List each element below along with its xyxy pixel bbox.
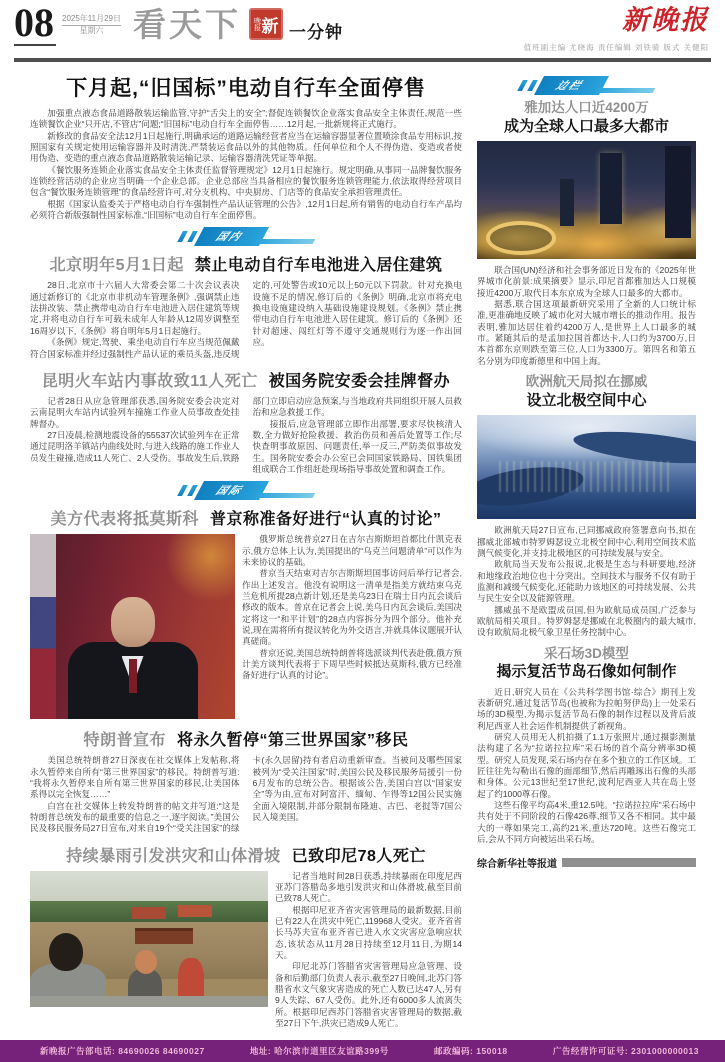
headline-kicker: 欧洲航天局拟在挪威 — [525, 374, 648, 390]
footer-license: 广告经营许可证号: 2301000000013 — [552, 1046, 699, 1056]
putin-headline — [30, 506, 462, 529]
newspaper-seal-icon — [249, 8, 283, 40]
paragraph: 记者当地时间28日获悉,持续暴雨在印度尼西亚苏门答腊岛多地引发洪灾和山体滑坡,截至目前已致78人死亡。 — [275, 870, 462, 904]
kunming-headline — [30, 368, 462, 391]
quarry-body — [477, 687, 696, 846]
paragraph: 近日,研究人员在《公共科学图书馆·综合》期刊上发表新研究,通过复活节岛(也被称为拉帕努伊岛)上一处采石场的3D模型,为揭示复活节岛石像的制作过程以及背后波利尼西亚人社会运作机制提供了新视角。 — [477, 686, 696, 731]
putin-body — [242, 534, 462, 719]
paragraph: 印尼北苏门答腊省灾害管理局应急管理、设备和后勤部门负责人表示,截至27日晚间,北苏门答腊省水文气象灾害造成的死亡人数已达47人,另有9人失踪、67人受伤。此外,还有6000多人流离失所。根据印尼西苏门答腊省灾害管理局的数据,截至27日下午,洪灾已造成9人死亡。 — [275, 961, 462, 1029]
paragraph: 《条例》规定,驾驶、乘坐电动自行车应当规范佩戴符合国家标准并经过强制性产品认证的乘员头盔,违反规定的,可处警告或10元以上50元以下罚款。针对充换电设施不足的情况,修订后的《条例》明确,北京市将充电换电设施建设纳入基础设施建设规划。《条例》禁止携带电动自行车电池进入居住建筑。修订后的《条例》还针对超速、闯红灯等不遵守交通规则行为逐一作出回应。 — [30, 280, 462, 359]
masthead-logo: 新晚报 — [622, 5, 709, 35]
photo-flag-shape — [30, 534, 56, 719]
headline-kicker: 北京明年5月1日起 — [49, 257, 184, 275]
quarry-article — [477, 645, 696, 846]
paragraph: 根据《国家认监委关于严格电动自行车强制性产品认证管理的公告》,12月1日起,所有销售的电动自行车产品均必须符合新版强制性国家标准,“旧国标”电动自行车全面停售。 — [30, 198, 462, 221]
page-number: 08 — [14, 0, 54, 45]
section-divider-sidebar — [477, 77, 696, 93]
indonesia-media-row — [30, 871, 462, 1030]
paragraph: 据悉,联合国这项最新研究采用了全新的人口统计标准,更准确地反映了城市化对大城市增长的推动作用。报告表明,雅加达居住着约4200万人,是世界上人口最多的城市。紧随其后的是孟加拉国首都达卡,人口约为3700万,日本首都东京则跌至第三位,人口为3300万。第四名和第五名分别为印度新德里和中国上海。 — [477, 299, 696, 366]
headline-main: 将永久暂停“第三世界国家”移民 — [176, 732, 409, 750]
photo-city-lights — [499, 461, 674, 492]
photo-treeline — [30, 901, 268, 923]
lead-body — [30, 108, 462, 221]
paragraph: 欧航局当天发布公报说,北极是生态与科研要地,经济和地缘政治地位也十分突出。空间技术与服务不仅有助于监测和减缓气候变化,还能助力该地区的可持续发展、公共与民生安全以及能源管理。 — [477, 559, 696, 604]
source-credit: 综合新华社等报道 — [477, 859, 557, 871]
page-number-block — [14, 0, 127, 46]
header-right — [524, 4, 709, 53]
headline-kicker: 雅加达人口近4200万 — [524, 100, 649, 115]
paragraph: 28日,北京市十六届人大常委会第二十次会议表决通过新修订的《北京市非机动车管理条例》,强调禁止违法拼改装、禁止携带电动自行车电池进入居住建筑等规定,并将电动自行车可载未成年人年龄从12周岁调整至16周岁以下,《条例》将自明年5月1日起施行。 — [30, 280, 240, 336]
indonesia-headline — [30, 843, 462, 866]
headline-kicker: 特朗普宣布 — [83, 732, 167, 750]
column-title: 一分钟 — [289, 23, 343, 42]
headline-main: 禁止电动自行车电池进入居住建筑 — [194, 257, 443, 275]
headline-main: 成为全球人口最多大都市 — [503, 117, 669, 135]
badge-tail — [254, 493, 315, 498]
beijing-article — [30, 252, 462, 359]
kunming-article — [30, 368, 462, 475]
esa-headline — [477, 373, 696, 410]
photo-debris — [135, 928, 193, 944]
weekday-text: 星期六 — [79, 26, 104, 36]
paragraph: 加强重点液态食品道路散装运输监管,守护“舌尖上的安全”;督促连锁餐饮企业落实食品安全主体责任,规范一些连锁餐饮企业“只开店,不管店”问题;“旧国标”电动自行车全面停售……12月起,一批新规将正式施行。 — [30, 108, 462, 130]
footer-bar — [0, 1040, 725, 1062]
badge-tail — [595, 88, 656, 93]
paragraph: 接报后,应急管理部立即作出部署,要求尽快核清人数,全力做好抢险救援、救治伤员和善后处置等工作;尽快查明事故原因、问题责任,举一反三,严防类似事故发生。国务院安委会办公室已会同国家铁路局、国铁集团组成联合工作组赶赴现场指导事故处置和调查工作。 — [252, 418, 462, 474]
headline-main: 已致印尼78人死亡 — [291, 847, 426, 865]
section-divider-international — [30, 482, 462, 498]
left-column — [30, 70, 462, 1040]
trump-article — [30, 727, 462, 834]
footer-postcode: 邮政编码: 150018 — [434, 1046, 508, 1056]
quarry-headline — [477, 645, 696, 682]
section-divider-domestic — [30, 228, 462, 244]
date-block — [62, 14, 121, 37]
lead-article — [30, 72, 462, 221]
paragraph: 普京还说,美国总统特朗普将选派谈判代表赴俄,俄方预计美方谈判代表将于下周早些时候抵达莫斯科,俄方已经准备好进行“认真的讨论”。 — [242, 647, 462, 681]
indonesia-body — [275, 871, 462, 1030]
paragraph: 27日凌晨,检测地震设备的55537次试验列车在正常通过昆明洛羊镇站内曲线处时,与进入线路的施工作业人员发生碰撞,造成11人死亡、2人受伤。事故发生后,铁路部门立即启动应急预案,与当地政府共同组织开展人员救治和应急救援工作。 — [30, 395, 462, 463]
photo-person-head — [49, 933, 83, 971]
headline-main: 揭示复活节岛石像如何制作 — [496, 663, 677, 681]
photo-sky — [30, 871, 268, 904]
headline-kicker: 昆明火车站内事故致11人死亡 — [41, 372, 258, 390]
page-header — [0, 0, 725, 58]
tromso-arctic-photo — [477, 415, 696, 519]
footer-phone: 新晚报广告部电话: 84690026 84690027 — [40, 1046, 205, 1056]
page-content — [0, 62, 725, 1040]
jakarta-night-photo — [477, 141, 696, 259]
paragraph: 根据印尼亚齐省灾害管理局的最新数据,目前已有22人在洪灾中死亡,119968人受灾。亚齐省省长马苏夫宣布亚齐省已进入水文灾害应急响应状态,该状态从11月28日持续至12月11日,为期14天。 — [275, 904, 462, 961]
paragraph: 研究人员用无人机拍摄了1.1万张照片,通过摄影测量法构建了名为“拉诺拉拉库”采石场的首个高分辨率3D模型。研究人员发现,采石场内存在多个独立的工作区域。工匠往往先勾勒出石像的面部细节,然后再雕琢出石像的头部和身体。公元13世纪至17世纪,波利尼西亚人共在岛上竖起了约1000尊石像。 — [477, 732, 696, 799]
lead-headline: 下月起,“旧国标”电动自行车全面停售 — [66, 77, 426, 100]
flood-photo — [30, 871, 268, 1007]
right-column — [477, 70, 696, 1040]
photo-figure-head — [111, 597, 155, 647]
putin-article — [30, 506, 462, 719]
esa-body — [477, 525, 696, 638]
sidebar-badge: 边栏 — [534, 76, 609, 95]
paragraph: 《餐饮服务连锁企业落实食品安全主体责任监督管理规定》12月1日起施行。规定明确,从事同一品牌餐饮服务连锁经营活动的企业应当明确一个企业总部。企业总部应当具备相应的餐饮服务连锁管理能力,依法取得经营项目包含“餐饮服务连锁管理”的食品经营许可,对分支机构、中央厨房、门店等的食品安全承担管理责任。 — [30, 164, 462, 198]
date-text: 2025年11月29日 — [62, 14, 121, 26]
photo-tower — [560, 179, 574, 226]
photo-houses — [178, 905, 212, 917]
jakarta-body — [477, 265, 696, 367]
photo-figure-tie — [129, 659, 137, 693]
putin-media-row — [30, 534, 462, 719]
section-title: 看天下 — [133, 6, 241, 43]
paragraph: 记者28日从应急管理部获悉,国务院安委会决定对云南昆明火车站内试验列车撞施工作业人员事故查处挂牌督办。 — [30, 395, 240, 429]
headline-main: 设立北极空间中心 — [526, 391, 647, 409]
seal-main-char: 新 — [261, 16, 279, 36]
photo-person-headscarf — [135, 950, 157, 974]
indonesia-article — [30, 843, 462, 1030]
headline-kicker: 采石场3D模型 — [544, 645, 629, 661]
esa-article — [477, 373, 696, 638]
trump-headline — [30, 727, 462, 750]
beijing-body — [30, 280, 462, 359]
jakarta-article — [477, 99, 696, 367]
paragraph: 新修改的食品安全法12月1日起施行,明确承运的道路运输经营者应当在运输容器显著位置喷涂食品专用标识,按照国家有关规定使用运输容器并及时清洗,严禁装运食品以外的其他物质。任何单位和个人不得伪造、变造或者使用伪造、变造的重点液态食品道路散装运输记录、运输容器清洗凭证等单据。 — [30, 130, 462, 164]
paragraph: 白宫在社交媒体上转发特朗普的帖文并写道:“这是特朗普总统发布的最重要的信息之一,逐字阅读。”美国公民及移民服务局27日宣布,对来自19个“受关注国家”的绿卡(永久居留)持有者启动重新审查。当被问及哪些国家被列为“受关注国家”时,美国公民及移民服务局援引一份6月发布的总统公告。根据该公告,美国白宫以“国家安全”等为由,宣布对阿富汗、缅甸、乍得等12国公民实施全面入境限制,并部分限制布隆迪、古巴、老挝等7国公民入境美国。 — [30, 755, 462, 834]
paragraph: 美国总统特朗普27日深夜在社交媒体上发帖称,将永久暂停来自所有“第三世界国家”的移民。特朗普写道:“我将永久暂停来自所有第三世界国家的移民,让美国体系得以完全恢复……” — [30, 755, 240, 800]
credit-row — [477, 855, 696, 870]
header-left — [14, 0, 343, 46]
photo-tower — [665, 146, 691, 238]
staff-line: 值班副主编 尤晓海 责任编辑 刘铁骑 版式 关健阳 — [523, 42, 709, 52]
kunming-body — [30, 396, 462, 475]
paragraph: 联合国(UN)经济和社会事务部近日发布的《2025年世界城市化前景:成果摘要》显示,印尼首都雅加达人口规模接近4200万,取代日本东京成为全球人口最多的大都市。 — [477, 265, 696, 298]
badge-tail — [254, 239, 315, 244]
putin-press-conference-photo — [30, 534, 235, 719]
photo-tower — [600, 153, 622, 224]
beijing-headline — [30, 252, 462, 275]
international-badge: 国际 — [193, 481, 268, 500]
trump-body — [30, 755, 462, 834]
headline-kicker: 持续暴雨引发洪灾和山体滑坡 — [66, 847, 281, 865]
paragraph: 欧洲航天局27日宣布,已同挪威政府签署意向书,拟在挪威北部城市特罗姆瑟设立北极空间中心,利用空间技术监测气候变化,并支持北极地区的可持续发展与安全。 — [477, 525, 696, 558]
headline-main: 普京称准备好进行“认真的讨论” — [209, 511, 442, 529]
seal-side-chars: 晚报 — [253, 17, 261, 31]
photo-roundabout — [486, 221, 556, 255]
domestic-badge: 国内 — [193, 227, 268, 246]
paragraph: 挪威虽不是欧盟成员国,但为欧航局成员国,广泛参与欧航局相关项目。特罗姆瑟是挪威在北极圈内的最大城市,设有欧航局北极气象卫星任务控制中心。 — [477, 604, 696, 638]
photo-ledge — [30, 996, 268, 1007]
headline-kicker: 美方代表将抵莫斯科 — [50, 511, 200, 529]
paragraph: 普京当天结束对吉尔吉斯斯坦国事访问后举行记者会,作出上述发言。他没有说明这一清单是指美方就结束乌克兰危机所提28点新计划,还是美乌23日在瑞士日内瓦会谈后修改的版本。普京在记者会上说,美乌日内瓦会谈后,美国决定将这一“和平计划”的28点内容拆分为四个部分。他补充说,现在需将所有提议转化为外交语言,并就具体议题展开认真磋商。 — [242, 568, 462, 647]
paragraph: 这些石像平均高4米,重12.5吨。“拉诺拉拉库”采石场中共有处于不同阶段的石像426尊,细节又各不相同。其中最大的一尊如果完工,高约21米,重达720吨。这些石像完工后,会从不同方向被运出采石场。 — [477, 800, 696, 845]
headline-main: 被国务院安委会挂牌督办 — [268, 372, 451, 390]
credit-bar — [562, 858, 696, 867]
footer-address: 地址: 哈尔滨市道里区友谊路399号 — [249, 1046, 389, 1056]
paragraph: 俄罗斯总统普京27日在吉尔吉斯斯坦首都比什凯克表示,俄方总体上认为,美国提出的“乌克兰问题清单”可以作为未来协议的基础。 — [242, 534, 462, 567]
jakarta-headline — [477, 99, 696, 136]
